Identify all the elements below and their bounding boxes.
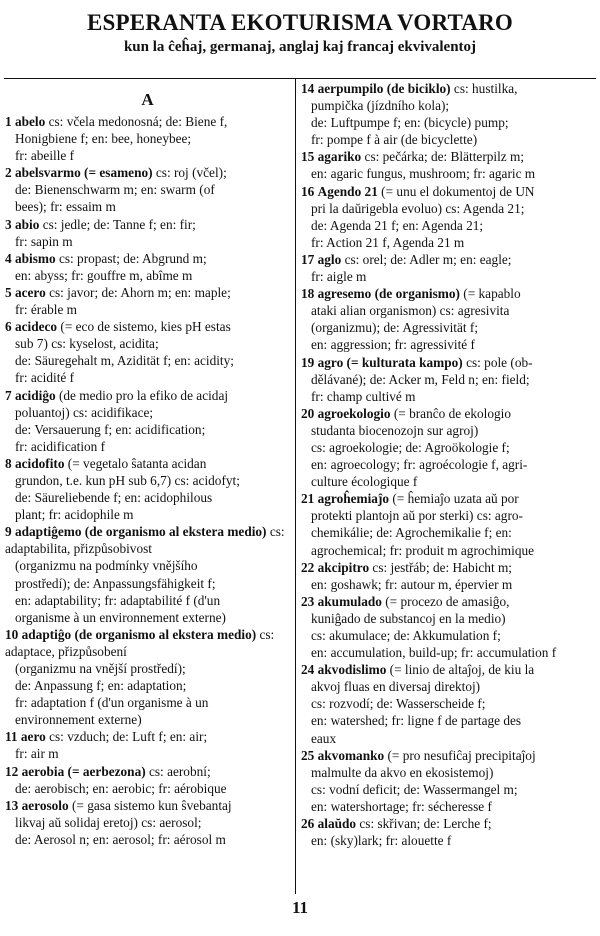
entry-text: kuniĝado de substancoj en la medio) bbox=[311, 610, 506, 626]
dictionary-entry bbox=[5, 318, 290, 386]
entry-text: plant; fr: acidophile m bbox=[15, 507, 134, 523]
left-column bbox=[5, 80, 290, 848]
entry-number: 8 bbox=[5, 455, 12, 471]
header-rule bbox=[4, 78, 596, 79]
dictionary-entry bbox=[301, 183, 593, 251]
entry-text: en: watershortage; fr: sécheresse f bbox=[311, 798, 492, 814]
dictionary-entry bbox=[301, 490, 593, 558]
entry-text: culture écologique f bbox=[311, 474, 418, 490]
entry-headword: abio bbox=[14, 216, 40, 232]
entry-text: (= vegetalo ŝatanta acidan bbox=[64, 455, 207, 471]
entry-text: en: (sky)lark; fr: alouette f bbox=[311, 833, 452, 849]
entry-text: ataki alian organismon) cs: agresivita bbox=[311, 303, 510, 319]
entry-text: cs: jestřáb; de: Habicht m; bbox=[369, 559, 512, 575]
entry-headword: akumulado bbox=[317, 593, 382, 609]
entry-headword: aero bbox=[20, 729, 46, 745]
dictionary-entry bbox=[5, 164, 290, 215]
entry-text: (organizmu na vnější prostředí); bbox=[15, 661, 186, 676]
entry-text: en: goshawk; fr: autour m, épervier m bbox=[311, 576, 513, 592]
entry-text: cs: vodní deficit; de: Wassermangel m; bbox=[311, 781, 518, 797]
entry-text: chemikálie; de: Agrochemikalie f; en: bbox=[311, 525, 512, 541]
entry-text: Honigbiene f; en: bee, honeybee; bbox=[15, 131, 192, 147]
entry-text: dělávané); de: Acker m, Feld n; en: field; bbox=[311, 371, 530, 387]
dictionary-entry bbox=[5, 455, 290, 523]
entry-text: cs: rozvodí; de: Wasserscheide f; bbox=[311, 696, 486, 712]
entry-number: 18 bbox=[301, 286, 315, 302]
entry-text: grundon, t.e. kun pH sub 6,7) cs: acidofyt; bbox=[15, 472, 240, 488]
dictionary-entry bbox=[5, 523, 290, 626]
entry-text: cs: jedle; de: Tanne f; en: fir; bbox=[39, 216, 196, 232]
dictionary-entry bbox=[301, 815, 593, 849]
entry-text: studanta biocenozojn sur agroj) bbox=[311, 422, 479, 438]
entry-number: 12 bbox=[5, 763, 19, 779]
dictionary-entry bbox=[301, 148, 593, 182]
entry-text: cs: orel; de: Adler m; en: eagle; bbox=[341, 251, 512, 267]
entry-text: pumpička (jízdního kola); bbox=[311, 98, 450, 114]
entry-number: 16 bbox=[301, 183, 315, 199]
left-entry-list bbox=[5, 113, 290, 848]
right-column bbox=[301, 80, 593, 849]
dictionary-entry bbox=[301, 661, 593, 746]
entry-text: protekti plantojn aŭ por sterki) cs: agro- bbox=[311, 508, 523, 524]
entry-headword: acidiĝo bbox=[14, 387, 56, 403]
column-divider bbox=[295, 78, 296, 894]
entry-text: poluantoj) cs: acidifikace; bbox=[15, 404, 154, 420]
entry-headword: abismo bbox=[14, 250, 56, 266]
entry-headword: agresemo (de organismo) bbox=[317, 286, 460, 302]
entry-text: (= linio de altaĵoj, de kiu la bbox=[386, 662, 535, 678]
dictionary-entry bbox=[301, 285, 593, 353]
entry-text: organisme à un environnement externe) bbox=[15, 609, 226, 625]
page-title: ESPERANTA EKOTURISMA VORTARO bbox=[86, 10, 514, 35]
dictionary-entry bbox=[5, 250, 290, 284]
entry-text: (organizmu); de: Agressivität f; bbox=[311, 320, 479, 336]
entry-text: fr: aigle m bbox=[311, 269, 367, 285]
entry-text: cs: adaptace, přizpůsobení bbox=[5, 626, 275, 659]
page-number: 11 bbox=[291, 898, 309, 917]
entry-text: fr: acidification f bbox=[15, 438, 106, 454]
entry-text: cs: propast; de: Abgrund m; bbox=[55, 250, 207, 266]
dictionary-entry bbox=[301, 405, 593, 490]
entry-text: cs: agroekologie; de: Agroökologie f; bbox=[311, 439, 510, 455]
entry-number: 15 bbox=[301, 149, 315, 165]
entry-text: en: accumulation, build-up; fr: accumulation f bbox=[311, 645, 557, 661]
entry-headword: adaptiĝo (de organismo al ekstera medio) bbox=[21, 626, 257, 642]
entry-number: 2 bbox=[5, 165, 12, 181]
entry-text: en: agaric fungus, mushroom; fr: agaric m bbox=[311, 166, 536, 182]
entry-headword: acidofito bbox=[14, 455, 65, 471]
entry-headword: acideco bbox=[14, 319, 58, 335]
entry-number: 17 bbox=[301, 251, 315, 267]
entry-text: de: Anpassung f; en: adaptation; bbox=[15, 678, 187, 694]
entry-text: fr: abeille f bbox=[15, 148, 75, 164]
dictionary-entry bbox=[5, 387, 290, 455]
entry-text: fr: pompe f à air (de bicyclette) bbox=[311, 132, 478, 148]
entry-text: pri la daŭrigebla evoluo) cs: Agenda 21; bbox=[311, 200, 525, 216]
entry-text: likvaj aŭ solidaj eretoj) cs: aerosol; bbox=[15, 814, 202, 830]
entry-text: de: Bienenschwarm m; en: swarm (of bbox=[15, 182, 215, 198]
entry-headword: akcipitro bbox=[317, 559, 370, 575]
entry-headword: akvodislimo bbox=[317, 662, 387, 678]
entry-number: 25 bbox=[301, 747, 315, 763]
section-letter: A bbox=[141, 90, 154, 109]
entry-number: 21 bbox=[301, 491, 315, 507]
entry-number: 14 bbox=[301, 81, 315, 96]
entry-text: fr: champ cultivé m bbox=[311, 388, 416, 404]
entry-text: cs: aerobní; bbox=[145, 763, 211, 779]
entry-text: (de medio pro la efiko de acidaj bbox=[55, 387, 229, 403]
entry-number: 20 bbox=[301, 405, 315, 421]
dictionary-entry bbox=[301, 354, 593, 405]
dictionary-entry bbox=[5, 797, 290, 848]
entry-text: fr: air m bbox=[15, 746, 59, 762]
dictionary-entry bbox=[5, 216, 290, 250]
entry-headword: alaŭdo bbox=[317, 816, 357, 832]
entry-headword: aerpumpilo (de biciklo) bbox=[317, 81, 451, 96]
entry-text: environnement externe) bbox=[15, 712, 142, 728]
dictionary-entry bbox=[301, 80, 593, 148]
entry-text: (= pro nesufiĉaj precipitaĵoj bbox=[384, 747, 536, 763]
entry-text: de: aerobisch; en: aerobic; fr: aérobique bbox=[15, 780, 227, 796]
entry-text: fr: adaptation f (d'un organisme à un bbox=[15, 695, 209, 711]
entry-text: cs: akumulace; de: Akkumulation f; bbox=[311, 628, 501, 643]
entry-text: de: Versauerung f; en: acidification; bbox=[15, 421, 206, 437]
entry-text: (= kapablo bbox=[459, 286, 521, 302]
entry-number: 13 bbox=[5, 797, 19, 813]
entry-text: (= eco de sistemo, kies pH estas bbox=[57, 319, 231, 335]
entry-text: prostředí); de: Anpassungsfähigkeit f; bbox=[15, 575, 216, 591]
entry-headword: aglo bbox=[317, 251, 342, 267]
entry-text: de: Aerosol n; en: aerosol; fr: aérosol m bbox=[15, 831, 226, 847]
entry-text: cs: roj (včel); bbox=[152, 165, 227, 181]
entry-text: cs: skřivan; de: Lerche f; bbox=[356, 816, 492, 832]
entry-text: cs: pole (ob- bbox=[462, 354, 533, 370]
entry-number: 22 bbox=[301, 559, 315, 575]
dictionary-entry bbox=[301, 593, 593, 661]
dictionary-entry bbox=[301, 251, 593, 285]
entry-number: 24 bbox=[301, 662, 315, 678]
dictionary-entry bbox=[5, 113, 290, 164]
entry-headword: agro (= kulturata kampo) bbox=[317, 354, 463, 370]
dictionary-entry bbox=[5, 763, 290, 797]
entry-headword: acero bbox=[14, 284, 46, 300]
entry-headword: aerosolo bbox=[21, 797, 69, 813]
entry-headword: agroĥemiaĵo bbox=[317, 491, 390, 507]
entry-text: cs: hustilka, bbox=[450, 81, 518, 96]
dictionary-entry bbox=[5, 728, 290, 762]
entry-text: (= branĉo de ekologio bbox=[390, 405, 511, 421]
entry-text: de: Agenda 21 f; en: Agenda 21; bbox=[311, 217, 484, 233]
entry-text: de: Säureliebende f; en: acidophilous bbox=[15, 490, 213, 506]
entry-number: 9 bbox=[5, 524, 12, 540]
entry-text: fr: Action 21 f, Agenda 21 m bbox=[311, 234, 465, 250]
entry-number: 5 bbox=[5, 284, 12, 300]
dictionary-entry bbox=[301, 747, 593, 815]
entry-text: de: Säuregehalt m, Azidität f; en: acidity; bbox=[15, 353, 234, 369]
entry-text: cs: adaptabilita, přizpůsobivost bbox=[5, 524, 285, 557]
entry-number: 23 bbox=[301, 593, 315, 609]
entry-text: en: abyss; fr: gouffre m, abîme m bbox=[15, 267, 193, 283]
entry-text: fr: érable m bbox=[15, 302, 78, 318]
entry-number: 10 bbox=[5, 626, 19, 642]
entry-text: cs: javor; de: Ahorn m; en: maple; bbox=[45, 284, 231, 300]
entry-number: 11 bbox=[5, 729, 18, 745]
entry-text: eaux bbox=[311, 730, 337, 746]
entry-text: fr: acidité f bbox=[15, 370, 75, 386]
dictionary-entry bbox=[5, 284, 290, 318]
entry-number: 3 bbox=[5, 216, 12, 232]
entry-text: agrochemical; fr: produit m agrochimique bbox=[311, 542, 535, 558]
entry-text: (= procezo de amasiĝo, bbox=[381, 593, 510, 609]
entry-text: en: aggression; fr: agressivité f bbox=[311, 337, 475, 353]
entry-text: fr: sapin m bbox=[15, 233, 73, 249]
entry-text: de: Luftpumpe f; en: (bicycle) pump; bbox=[311, 115, 509, 131]
page-subtitle: kun la ĉeĥaj, germanaj, anglaj kaj francaj ekvivalentoj bbox=[123, 39, 477, 55]
entry-text: en: adaptability; fr: adaptabilité f (d'un bbox=[15, 592, 221, 608]
page-header bbox=[0, 10, 600, 56]
entry-headword: Agendo 21 bbox=[317, 183, 378, 199]
entry-text: (= unu el dokumentoj de UN bbox=[377, 183, 535, 199]
entry-text: en: watershed; fr: ligne f de partage des bbox=[311, 713, 522, 729]
dictionary-entry bbox=[5, 626, 290, 729]
entry-text: malmulte da akvo en ekosistemoj) bbox=[311, 764, 494, 780]
entry-headword: abelo bbox=[14, 114, 46, 129]
entry-text: sub 7) cs: kyselost, acidita; bbox=[15, 336, 159, 352]
entry-text: en: agroecology; fr: agroécologie f, agri- bbox=[311, 457, 528, 473]
right-entry-list bbox=[301, 80, 593, 849]
dictionary-entry bbox=[301, 559, 593, 593]
entry-text: cs: pečárka; de: Blätterpilz m; bbox=[361, 149, 525, 165]
entry-headword: agroekologio bbox=[317, 405, 391, 421]
entry-text: akvoj fluas en diversaj direktoj) bbox=[311, 679, 481, 695]
entry-headword: abelsvarmo (= esameno) bbox=[14, 165, 153, 181]
entry-text: (= ĥemiaĵo uzata aŭ por bbox=[389, 491, 519, 507]
entry-number: 7 bbox=[5, 387, 12, 403]
entry-headword: adaptiĝemo (de organismo al ekstera medio) bbox=[14, 524, 267, 540]
entry-number: 26 bbox=[301, 816, 315, 832]
entry-headword: aerobia (= aerbezona) bbox=[21, 763, 146, 779]
entry-text: (organizmu na podmínky vnějšího bbox=[15, 558, 198, 574]
entry-text: cs: vzduch; de: Luft f; en: air; bbox=[45, 729, 208, 745]
entry-text: bees); fr: essaim m bbox=[15, 199, 116, 215]
entry-number: 19 bbox=[301, 354, 315, 370]
entry-number: 1 bbox=[5, 114, 12, 129]
entry-text: (= gasa sistemo kun ŝvebantaj bbox=[68, 797, 232, 813]
entry-number: 4 bbox=[5, 250, 12, 266]
entry-number: 6 bbox=[5, 319, 12, 335]
entry-headword: agariko bbox=[317, 149, 362, 165]
entry-text: cs: včela medonosná; de: Biene f, bbox=[45, 114, 228, 129]
entry-headword: akvomanko bbox=[317, 747, 385, 763]
